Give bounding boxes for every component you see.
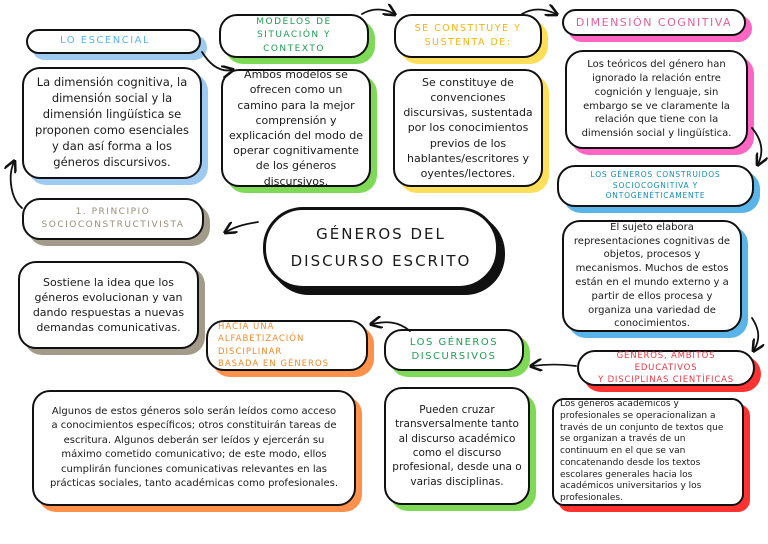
ambitos-title-line1: GÉNEROS, ÁMBITOS EDUCATIVOS xyxy=(616,350,716,373)
se-constituye-title-line1: SE CONSTITUYE Y xyxy=(414,23,522,35)
generos-construidos-title-line2: SOCIOCOGNITIVA Y ONTOGENÉTICAMENTE xyxy=(605,180,706,201)
principio-title-line1: 1. PRINCIPIO xyxy=(75,206,151,217)
ambitos-text: Los géneros académicos y profesionales se operacionalizan a través de un conjunto de textos que se organizan a través de un continuum en el que se van concatenando desde los textos escolares generales hacia los académicos universitarios y los profesionales. xyxy=(560,399,724,503)
generos-discursivos-title-line1: LOS GÉNEROS xyxy=(409,336,499,348)
modelos-text: Ambos modelos se ofrecen como un camino para la mejor comprensión y explicación del modo de operar cognitivamente de los géneros discursivos. xyxy=(229,68,363,188)
arrow-cognitiva-to-construidos xyxy=(752,128,761,164)
generos-discursivos-text: Pueden cruzar transversalmente tanto al discurso académico como el discurso profesional, desde una o varias disciplinas. xyxy=(392,403,522,488)
lo-esencial-title: LO ESCENCIAL xyxy=(60,35,151,47)
lo-esencial-text: La dimensión cognitiva, la dimensión social y la dimensión lingüística se proponen como esenciales y dan así forma a los géneros discursivos. xyxy=(35,75,189,169)
ambitos-title-line2: Y DISCIPLINAS CIENTÍFICAS xyxy=(598,375,734,386)
alfabetizacion-text: Algunos de estos géneros solo serán leídos como acceso a conocimientos específicos; otros constituirán tareas de escritura. Algunos deberán ser leídos y ejercerán su máximo cometido comunicativo; de este modo, ellos cumplirán funciones comunicativas relevantes en las prácticas sociales, tanto académicas como profesionales. xyxy=(50,405,338,489)
se-constituye-text: Se constituye de convenciones discursivas, sustentada por los conocimientos previos de los hablantes/escritores y oyentes/lectores. xyxy=(403,75,533,180)
arrow-ambitos-to-discursivos xyxy=(532,365,576,367)
generos-construidos-title-line1: LOS GÉNEROS CONSTRUIDOS xyxy=(590,169,721,179)
arrow-principio-to-esencial xyxy=(11,162,22,208)
modelos-title-line1: MODELOS DE xyxy=(256,17,332,28)
alfabetizacion-title-line3: BASADA EN GÉNEROS xyxy=(218,358,330,369)
principio-text: Sostiene la idea que los géneros evolucionan y van dando respuestas a nuevas demandas comunicativas. xyxy=(32,275,185,335)
generos-discursivos-title-line2: DISCURSIVOS xyxy=(411,351,497,362)
center-title-line1: GÉNEROS DEL xyxy=(316,225,446,243)
arrow-modelos-to-constituye xyxy=(362,10,394,15)
arrow-constituye-to-cognitiva xyxy=(522,10,556,15)
dimension-cognitiva-title: DIMENSIÓN COGNITIVA xyxy=(575,15,733,29)
dimension-cognitiva-text: Los teóricos del género han ignorado la relación entre cognición y lenguaje, sin embargo se ve claramente la relación que tiene con la dimensión social y lingüística. xyxy=(581,59,732,140)
generos-construidos-text: El sujeto elabora representaciones cognitivas de objetos, procesos y mecanismos. Muchos de estos están en el mundo externo y a partir de ellos procesa y organiza una variedad de conocimientos. xyxy=(573,221,731,330)
modelos-title-line2: SITUACIÓN Y CONTEXTO xyxy=(256,30,332,54)
alfabetizacion-title-line1: HACIA UNA ALFABETIZACIÓN xyxy=(218,321,305,345)
se-constituye-title-line2: SUSTENTA DE: xyxy=(424,37,512,48)
center-title-line2: DISCURSO ESCRITO xyxy=(290,252,472,270)
arrow-esencial-to-modelos xyxy=(202,52,232,70)
principio-title-line2: SOCIOCONSTRUCTIVISTA xyxy=(41,220,185,230)
alfabetizacion-title-line2: DISCIPLINAR xyxy=(218,346,283,357)
arrow-discursivos-to-alfabetizacion xyxy=(372,322,410,331)
arrow-construidos-to-ambitos xyxy=(752,318,758,350)
arrow-center-to-principio xyxy=(226,222,258,232)
